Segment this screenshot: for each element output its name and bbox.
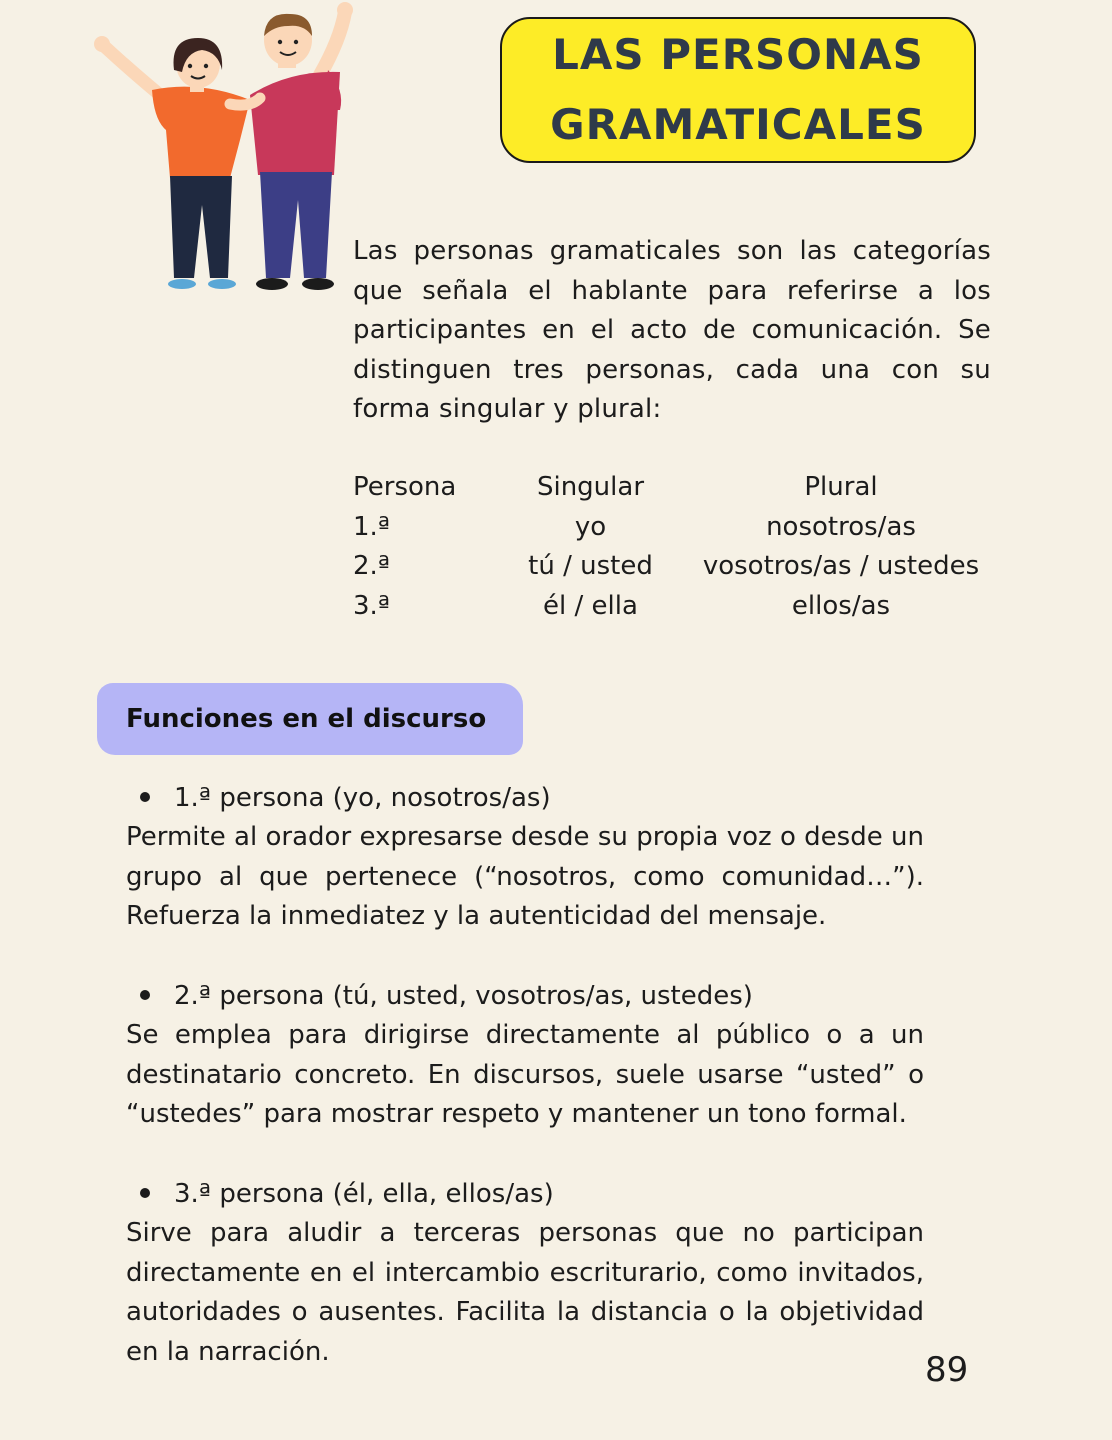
function-heading-first-person (140, 778, 551, 818)
cell-singular: tú / usted (528, 551, 653, 581)
bullet-icon (140, 990, 150, 1000)
bullet-icon (140, 1188, 150, 1198)
header-singular: Singular (536, 472, 645, 502)
bullet-icon (140, 792, 150, 802)
function-heading-text: 2.ª persona (tú, usted, vosotros/as, ustedes) (174, 981, 753, 1011)
cell-plural: vosotros/as / ustedes (702, 551, 980, 581)
persons-table (353, 468, 993, 626)
table-row (353, 547, 993, 587)
cell-persona: 2.ª (353, 551, 391, 581)
section-title: Funciones en el discurso (126, 704, 487, 734)
cell-plural: ellos/as (791, 590, 891, 621)
intro-paragraph: Las personas gramaticales son las categorías que señala el hablante para referirse a los participantes en el acto de comunicación. Se distinguen tres personas, cada una con su forma singular y plural: (353, 236, 991, 424)
people-cheering-illustration (90, 0, 360, 300)
title-box (500, 17, 976, 163)
page-title-line-1: LAS PERSONAS (552, 30, 924, 79)
table-row (353, 508, 993, 548)
header-persona: Persona (353, 472, 457, 502)
people-cheering-icon (90, 0, 360, 300)
header-plural: Plural (804, 472, 878, 502)
function-heading-text: 3.ª persona (él, ella, ellos/as) (174, 1179, 554, 1209)
cell-singular: yo (574, 511, 607, 542)
cell-persona: 3.ª (353, 590, 391, 621)
table-row (353, 587, 993, 627)
function-heading-third-person (140, 1174, 554, 1214)
cell-plural: nosotros/as (766, 511, 916, 542)
cell-singular: él / ella (543, 590, 638, 621)
cell-persona: 1.ª (353, 511, 391, 542)
table-header-row (353, 468, 993, 508)
function-heading-text: 1.ª persona (yo, nosotros/as) (174, 783, 551, 813)
function-text-third-person: Sirve para aludir a terceras personas que no participan directamente en el intercambio escriturario, como invitados, autoridades o ausentes. Facilita la distancia o la objetividad en la narración. (126, 1218, 924, 1367)
function-heading-second-person (140, 976, 753, 1016)
page-number: 89 (925, 1350, 969, 1390)
function-text-second-person: Se emplea para dirigirse directamente al público o a un destinatario concreto. En discursos, suele usarse “usted” o “ustedes” para mostrar respeto y mantener un tono formal. (126, 1020, 924, 1129)
page-title-line-2: GRAMATICALES (550, 100, 926, 149)
function-text-first-person: Permite al orador expresarse desde su propia voz o desde un grupo al que pertenece (“nosotros, como comunidad…”). Refuerza la inmediatez y la autenticidad del mensaje. (126, 822, 924, 931)
